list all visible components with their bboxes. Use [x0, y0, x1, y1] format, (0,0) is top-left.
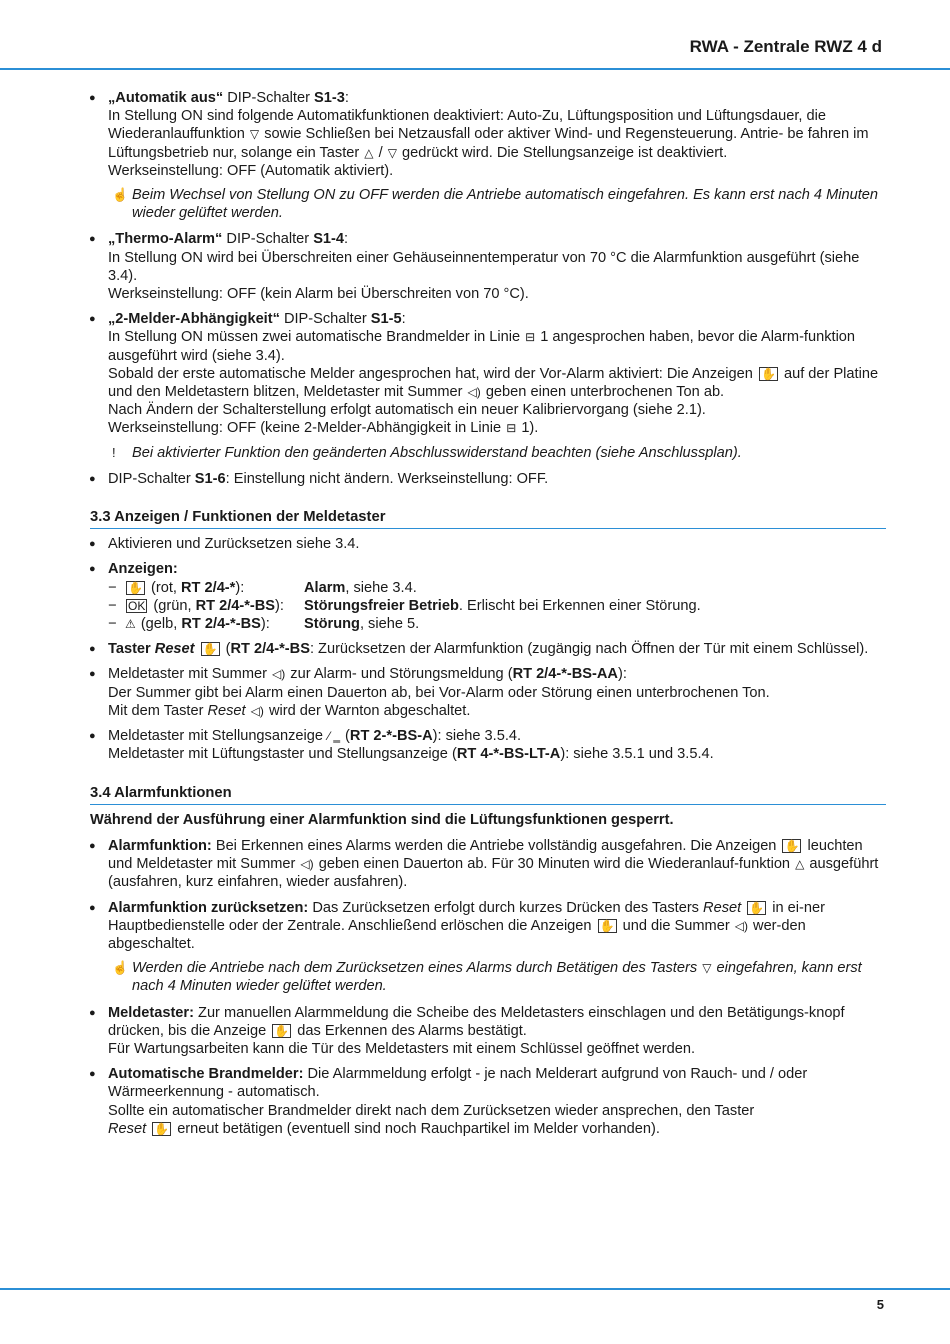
close-triangle-icon: ▽ — [249, 127, 260, 142]
item-title: Alarmfunktion zurücksetzen: — [108, 899, 309, 916]
list-item-taster: ● Taster Reset ✋ (RT 2/4-*-BS: Zurücksetzen der Alarmfunktion (zugängig nach Öffnen der Tür mit einem Schlüssel). — [90, 640, 886, 658]
list-item-s1-6 — [90, 470, 886, 488]
item-text: Meldetaster mit Lüftungstaster und Stellungsanzeige ( — [108, 746, 457, 763]
note-s1-5 — [90, 444, 886, 462]
list-item-brandmelder — [90, 1065, 886, 1138]
item-label: DIP-Schalter — [108, 470, 195, 487]
model-id: RT 2/4-*-BS-AA — [512, 666, 618, 683]
hand-info-icon: ☝ — [112, 960, 129, 976]
item-label: DIP-Schalter — [279, 311, 371, 328]
alarm-hand-icon: ✋ — [760, 366, 776, 381]
item-title: „2-Melder-Abhängigkeit“ — [108, 311, 280, 328]
alarm-hand-icon: ✋ — [128, 580, 143, 595]
item-text: In Stellung ON müssen zwei automatische Brandmelder in Linie — [108, 329, 525, 346]
indicator-row-green — [108, 597, 886, 615]
open-triangle-icon: △ — [795, 857, 805, 872]
model-id: RT 2/4-*-BS — [181, 616, 261, 633]
detector-line-icon: ⊟ — [525, 330, 536, 345]
alarm-hand-icon: ✋ — [274, 1023, 290, 1038]
note-text: eingefahren, kann erst nach 4 Minuten wieder gelüftet werden. — [132, 960, 862, 995]
section-heading-3-3 — [90, 508, 886, 529]
switch-id: S1-6 — [194, 470, 226, 487]
indicator-color: (gelb, — [136, 616, 182, 633]
item-text: Das Zurücksetzen erfolgt durch kurzes Drücken des Tasters — [308, 899, 704, 916]
page-header — [0, 0, 950, 70]
list-item-s1-3: ● „Automatik aus“ DIP-Schalter S1-3: In Stellung ON sind folgende Automatikfunktionen deaktiviert: Auto-Zu, Lüftungsposition und Lüftungsdauer, die Wiederanlauffunktion ▽ sowie Schließen bei Netzausfall oder aktiver Wind- und Regensteuerung. Antrie- be fahren im Lüftungsbetrieb nur, solange ein Taster △ / ▽ gedrückt wird. Die Stellungsanzeige ist deaktiviert. Werkseinstellung: OFF (Automatik aktiviert). — [90, 89, 886, 180]
list-item-s1-4: ● „Thermo-Alarm“ DIP-Schalter S1-4: In Stellung ON wird bei Überschreiten einer Gehäuseinnentemperatur von 70 °C die Alarmfunktion ausgeführt (siehe 3.4). Werkseinstellung: OFF (kein Alarm bei Überschreiten von 70 °C). — [90, 230, 886, 303]
item-text: Für Wartungsarbeiten kann die Tür des Meldetasters mit einem Schlüssel geöffnet werden. — [108, 1040, 696, 1057]
indicator-row-yellow — [108, 615, 886, 633]
list-item-alarmfunktion — [90, 837, 886, 892]
model-id: RT 4-*-BS-LT-A — [456, 746, 561, 763]
item-text: Sollte ein automatischer Brandmelder direkt nach dem Zurücksetzen wieder ansprechen, den Taster — [108, 1102, 755, 1119]
section-title: 3.4 Alarmfunktionen — [90, 784, 232, 801]
item-text: und die Summer — [618, 917, 734, 934]
dash: − — [108, 597, 117, 614]
item-text: wird der Warnton abgeschaltet. — [264, 702, 471, 719]
factory-setting: Werkseinstellung: OFF (Automatik aktiviert). — [108, 162, 394, 179]
note-s1-3 — [90, 186, 886, 222]
model-id: RT 2/4-* — [181, 579, 236, 596]
item-text: auf der Platine und den Meldetastern blitzen, Meldetaster mit Summer — [108, 365, 879, 401]
punct: ): — [235, 579, 245, 596]
indicator-ref: , siehe 5. — [359, 616, 420, 633]
item-text: : Zurücksetzen der Alarmfunktion (zugängig nach Öffnen der Tür mit einem Schlüssel). — [309, 641, 869, 658]
list-item-anzeigen — [90, 560, 886, 633]
item-title: „Automatik aus“ — [108, 90, 224, 106]
item-text: Der Summer gibt bei Alarm einen Dauerton ab, bei Vor-Alarm oder Störung einen unterbrochenen Ton. — [108, 684, 770, 701]
warning-triangle-icon: ⚠ — [125, 617, 136, 632]
indicator-ref: . Erlischt bei Erkennen einer Störung. — [458, 597, 701, 614]
model-id: RT 2/4-*-BS — [230, 641, 310, 658]
model-id: RT 2-*-BS-A — [349, 728, 433, 745]
item-text: : Einstellung nicht ändern. Werkseinstellung: OFF. — [225, 470, 549, 487]
section-lead: Während der Ausführung einer Alarmfunktion sind die Lüftungsfunktionen gesperrt. — [90, 811, 674, 828]
indicator-state: Störung — [304, 616, 360, 633]
item-text: ): siehe 3.5.4. — [432, 728, 522, 745]
list-item — [90, 535, 886, 553]
close-triangle-icon: ▽ — [387, 145, 397, 160]
item-text: Meldetaster mit Stellungsanzeige — [108, 728, 328, 745]
alarm-hand-icon: ✋ — [154, 1121, 170, 1136]
dash: − — [108, 616, 117, 633]
switch-id: S1-4 — [313, 231, 345, 248]
item-title: Automatische Brandmelder: — [108, 1066, 304, 1083]
punct: ): — [275, 597, 284, 614]
item-text: Mit dem Taster — [108, 702, 208, 719]
reset-label: Reset — [703, 899, 742, 916]
factory-setting: Werkseinstellung: OFF (keine 2-Melder-Abhängigkeit in Linie — [108, 420, 506, 437]
page-number: 5 — [876, 1297, 884, 1312]
alarm-hand-icon: ✋ — [749, 900, 765, 915]
item-text: Zur manuellen Alarmmeldung die Scheibe des Meldetasters einschlagen und den Betätigungs-knopf drücken, bis die Anzeige — [108, 1004, 845, 1039]
alarm-hand-icon: ✋ — [784, 838, 800, 853]
item-text: Aktivieren und Zurücksetzen siehe 3.4. — [108, 536, 360, 553]
indicator-state: Störungsfreier Betrieb — [304, 597, 459, 614]
item-text: ausgeführt (ausfahren, kurz einfahren, wieder ausfahren). — [108, 856, 879, 891]
switch-id: S1-3 — [314, 90, 345, 106]
detector-line-icon: ⊟ — [506, 421, 517, 436]
list-item-summer — [90, 665, 886, 720]
speaker-icon: ◁) — [272, 667, 286, 682]
item-title: „Thermo-Alarm“ — [108, 231, 223, 248]
ok-icon: OK — [128, 598, 146, 613]
item-text: In Stellung ON sind folgende Automatikfunktionen deaktiviert: Auto-Zu, Lüftungsposition und Lüftungsdauer, — [108, 108, 803, 125]
indicator-state: Alarm — [304, 579, 346, 596]
item-text: wer-den abgeschaltet. — [108, 917, 806, 952]
item-text: in ei-ner Hauptbedienstelle oder der Zentrale. Anschließend erlöschen die Anzeigen — [108, 899, 825, 934]
exclamation-icon: ! — [112, 444, 116, 460]
item-title: Meldetaster: — [108, 1004, 194, 1021]
close-triangle-icon: ▽ — [702, 961, 712, 976]
item-title: Anzeigen: — [108, 561, 178, 578]
footer-rule — [0, 1288, 950, 1290]
item-text: gedrückt wird. Die Stellungsanzeige ist deaktiviert. — [397, 144, 728, 161]
speaker-icon: ◁) — [250, 703, 264, 718]
page-content — [90, 89, 886, 1145]
indicator-color: (grün, — [149, 597, 196, 614]
open-triangle-icon: △ — [364, 145, 374, 160]
item-title: Alarmfunktion: — [108, 837, 212, 854]
item-text: 1 angesprochen haben, bevor die Alarm-funktion ausgeführt wird (siehe 3.4). — [108, 329, 856, 364]
indicator-row-red — [108, 579, 886, 597]
speaker-icon: ◁) — [467, 385, 481, 400]
item-text: geben einen Dauerton ab. Für 30 Minuten wird die Wiederanlauf-funktion — [314, 856, 795, 873]
item-text: In Stellung ON wird bei Überschreiten einer Gehäuseinnentemperatur von 70 °C die Alarmfunktion ausgeführt (siehe 3.4). — [108, 249, 860, 284]
item-text: Die Alarmmeldung erfolgt - je nach Melderart aufgrund von Rauch- und / oder Wärmeerkennung - automatisch. — [108, 1066, 808, 1101]
item-title: Taster — [108, 641, 155, 658]
item-text: be fahren im Lüftungsbetrieb nur, solange ein Taster — [108, 126, 869, 161]
alarm-hand-icon: ✋ — [202, 642, 218, 657]
item-text: leuchten und Meldetaster mit Summer — [108, 837, 863, 873]
item-text: Meldetaster mit Summer — [108, 666, 272, 683]
indicator-ref: , siehe 3.4. — [345, 579, 417, 596]
section-heading-3-4 — [90, 784, 886, 805]
item-text: ): siehe 3.5.1 und 3.5.4. — [560, 746, 714, 763]
note-text: Beim Wechsel von Stellung ON zu OFF werden die Antriebe automatisch eingefahren. Es kann erst nach 4 Minuten wieder gelüftet werden. — [132, 187, 879, 222]
document-title: RWA - Zentrale RWZ 4 d — [689, 37, 882, 56]
position-indicator-icon: ⁄ ‗ — [328, 729, 340, 744]
indicator-color: (rot, — [146, 579, 182, 596]
item-text: erneut betätigen (eventuell sind noch Rauchpartikel im Melder vorhanden). — [173, 1120, 660, 1137]
hand-info-icon: ☝ — [112, 187, 129, 203]
dash: − — [108, 579, 117, 596]
item-text: die Wiederanlauffunktion — [108, 108, 827, 143]
punct: ): — [617, 666, 627, 683]
speaker-icon: ◁) — [300, 857, 314, 872]
item-text: geben einen unterbrochenen Ton ab. — [481, 384, 725, 401]
item-text: Bei Erkennen eines Alarms werden die Antriebe vollständig ausgefahren. Die Anzeigen — [211, 837, 781, 854]
reset-label: Reset — [108, 1120, 147, 1137]
speaker-icon: ◁) — [734, 918, 748, 933]
list-item-s1-5: ● „2-Melder-Abhängigkeit“ DIP-Schalter S1-5: In Stellung ON müssen zwei automatische Brandmelder in Linie ⊟ 1 angesprochen haben, bevor die Alarm-funktion ausgeführt wird (siehe 3.4). Sobald der erste automatische Melder angesprochen hat, wird der Vor-Alarm aktiviert: Die Anzeigen ✋ auf der Platine und den Meldetastern blitzen, Meldetaster mit Summer ◁) geben einen unterbrochenen Ton ab. Nach Ändern der Schalterstellung erfolgt automatisch ein neuer Kalibriervorgang (siehe 2.1). Werkseinstellung: OFF (keine 2-Melder-Abhängigkeit in Linie ⊟ 1). — [90, 310, 886, 437]
header-rule — [0, 68, 950, 70]
item-label: DIP-Schalter — [223, 90, 314, 106]
list-item-stellung: ● Meldetaster mit Stellungsanzeige ⁄ ‗ (RT 2-*-BS-A): siehe 3.5.4. Meldetaster mit Lüftungstaster und Stellungsanzeige (RT 4-*-BS-LT-A): siehe 3.5.1 und 3.5.4. — [90, 727, 886, 763]
reset-label: Reset — [207, 702, 246, 719]
item-text: sowie Schließen bei Netzausfall oder aktiver Wind- und Regensteuerung. Antrie- — [260, 126, 784, 143]
reset-label: Reset — [154, 641, 195, 658]
item-text: Sobald der erste automatische Melder angesprochen hat, wird der Vor-Alarm aktiviert: Die Anzeigen — [108, 365, 757, 382]
item-text: Nach Ändern der Schalterstellung erfolgt automatisch ein neuer Kalibriervorgang (siehe 2.1). — [108, 402, 706, 419]
note-zuruecksetzen — [90, 959, 886, 995]
model-id: RT 2/4-*-BS — [195, 597, 276, 614]
note-text: Werden die Antriebe nach dem Zurücksetzen eines Alarms durch Betätigen des Tasters — [132, 960, 702, 977]
punct: ): — [260, 616, 270, 633]
list-item-meldetaster — [90, 1004, 886, 1059]
item-text: das Erkennen des Alarms bestätigt. — [293, 1022, 527, 1039]
list-item-zuruecksetzen — [90, 899, 886, 954]
alarm-hand-icon: ✋ — [599, 918, 615, 933]
factory-setting: 1). — [517, 420, 539, 437]
note-text: Bei aktivierter Funktion den geänderten Abschlusswiderstand beachten (siehe Anschlussplan). — [132, 444, 742, 461]
item-text: zur Alarm- und Störungsmeldung ( — [286, 666, 513, 683]
factory-setting: Werkseinstellung: OFF (kein Alarm bei Überschreiten von 70 °C). — [108, 286, 529, 303]
switch-id: S1-5 — [370, 311, 402, 328]
item-label: DIP-Schalter — [222, 231, 314, 248]
section-title: 3.3 Anzeigen / Funktionen der Meldetaster — [90, 509, 386, 526]
